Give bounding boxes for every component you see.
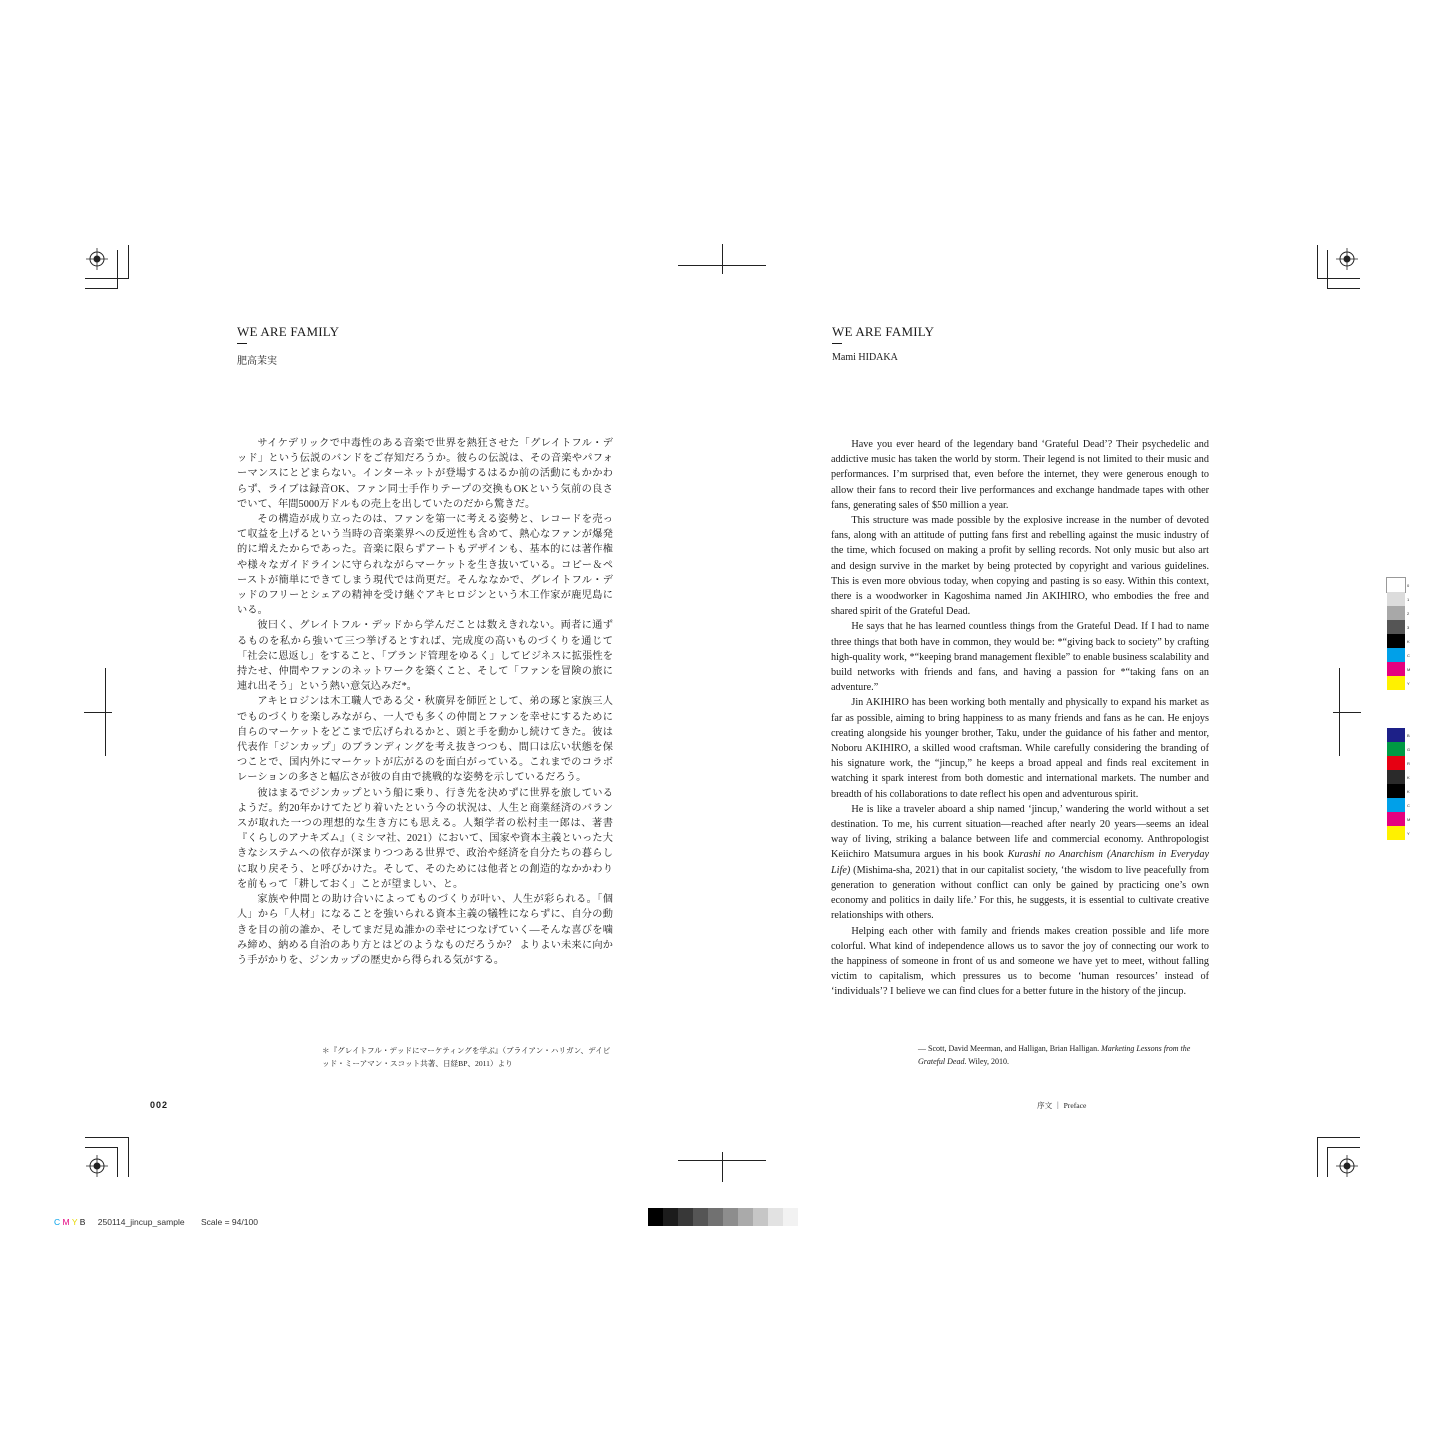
color-swatch <box>1387 592 1405 606</box>
footnote-publisher: Wiley, 2010. <box>966 1057 1009 1066</box>
running-head: 序文 ｜ Preface <box>1037 1101 1087 1110</box>
right-paragraph <box>831 802 1209 924</box>
color-swatch <box>1387 676 1405 690</box>
left-paragraph: 彼曰く、グレイトフル・デッドから学んだことは数えきれない。両者に通ずるものを私から強いて三つ挙げるとすれば、完成度の高いものづくりを通じて「社会に恩返し」をすること、「ブランド管理をゆるく」してビジネスに拡張性を持たせ、仲間やファンのネットワークを築くこと、そして「ファンを冒険の旅に連れ出そう」という熱い意気込みだ*。 <box>237 620 613 693</box>
right-paragraph: He says that he has learned countless things from the Grateful Dead. If I had to name three things that both have in common, they would be: *“giving back to society” by crafting high-quality work, *“keeping brand management flexible” to enable business scalability and build networks with friends and fans, and having a passion for *“taking fans on an adventure.” <box>831 621 1209 694</box>
registration-target-icon <box>1336 1155 1358 1177</box>
gray-ramp-step <box>753 1208 768 1226</box>
right-title-rule <box>832 343 842 344</box>
color-patch <box>1387 606 1413 620</box>
color-patch-label: B <box>1407 732 1410 738</box>
cmyk-letter-y: Y <box>71 1217 78 1227</box>
cmyk-letter-m: M <box>62 1217 70 1227</box>
color-patch <box>1387 620 1413 634</box>
color-patch <box>1387 812 1413 826</box>
left-paragraph: 家族や仲間との助け合いによってものづくりが叶い、人生が彩られる。「個人」から「人材」になることを強いられる資本主義の犠牲にならずに、自分の動きを目の前の誰か、そしてまだ見ぬ誰かの幸せにつなげていく—そんな喜びを噛み締め、納める自治のあり方とはどのようなものだろうか？ よりよい未来に向かう手がかりを、ジンカップの歴史から得られる気がする。 <box>237 894 613 966</box>
color-swatch <box>1387 648 1405 662</box>
color-patch <box>1387 798 1413 812</box>
scale-label: Scale = 94/100 <box>200 1217 258 1227</box>
gray-ramp-step <box>678 1208 693 1226</box>
right-body-text <box>831 437 1209 1000</box>
left-paragraph: アキヒロジンは木工職人である父・秋廣昇を師匠として、弟の琢と家族三人でものづくりを楽しみながら、一人でも多くの仲間とファンを幸せにするために自らのマーケットをどこまで広げられるかと、頭と手を動かし続けてきた。彼は代表作「ジンカップ」のブランディングを考え抜きつつも、間口は広い状態を保つことで、国内外にマーケットが広がるのを面白がっている。これまでのコラボレーションの多さと幅広さが彼の自由で挑戦的な姿勢を示しているだろう。 <box>237 696 613 784</box>
footnote-title: Marketing Lessons from the Grateful Dead. <box>918 1044 1191 1066</box>
color-patch-label: 0 <box>1407 582 1410 588</box>
color-patch-label: M <box>1407 666 1411 672</box>
color-patch-label: K <box>1407 638 1410 644</box>
gray-ramp-step <box>768 1208 783 1226</box>
gray-ramp-step <box>708 1208 723 1226</box>
gray-ramp-step <box>723 1208 738 1226</box>
left-page-title: WE ARE FAMILY <box>237 324 340 339</box>
right-page-title: WE ARE FAMILY <box>832 324 935 339</box>
color-patch <box>1387 784 1413 798</box>
color-bar-top <box>1387 578 1413 690</box>
color-patch-label: 2 <box>1407 610 1410 616</box>
right-paragraph-part: He is like a traveler aboard a ship named ‘jincup,’ wandering the world without a set destination. To me, his current situation—reached after nearly 20 years—seems an ideal way of living, striking a balance between life and commercial economy. Anthropologist Keiichiro Matsumura argues in his book <box>831 803 1209 861</box>
color-patch <box>1387 634 1413 648</box>
gray-ramp-step <box>783 1208 798 1226</box>
color-patch <box>1387 742 1413 756</box>
color-swatch <box>1387 620 1405 634</box>
cmyk-letter-b: B <box>79 1217 86 1227</box>
gray-ramp-step <box>693 1208 708 1226</box>
gray-ramp-step <box>648 1208 663 1226</box>
cmyk-letter-c: C <box>54 1217 61 1227</box>
color-patch-label: Y <box>1407 680 1410 686</box>
right-paragraph: Helping each other with family and friends makes creation possible and life more colorful. What kind of independence allows us to savor the joy of connecting our work to the happiness of someone in front of us and someone we have yet to meet, without falling victim to capitalism, which pressures us to become ‘human resources’ instead of ‘individuals’? I believe we can find clues for a better future in the history of the jincup. <box>831 925 1209 998</box>
left-title-rule <box>237 343 247 344</box>
slug-line <box>54 1217 258 1227</box>
left-paragraph: サイケデリックで中毒性のある音楽で世界を熱狂させた「グレイトフル・デッド」という伝説のバンドをご存知だろうか。彼らの伝説は、その音楽やパフォーマンスにとどまらない。インターネットが登場するはるか前の活動にもかかわらず、ライブは録音OK、ファン同士手作りテープの交換もOKという気前の良さでいて、年間5000万ドルもの売上を出していたのだから驚きだ。 <box>237 438 613 510</box>
color-swatch <box>1387 578 1405 592</box>
left-paragraph: その構造が成り立ったのは、ファンを第一に考える姿勢と、レコードを売って収益を上げるという当時の音楽業界への反逆性も含めて、熱心なファンが爆発的に増えたからであった。音楽に限らずアートもデザインも、基本的には著作権や様々なガイドラインに守られながらマーケットを生き抜いている。コピー＆ペーストが簡単にできてしまう現代では尚更だ。そんななかで、グレイトフル・デッドのフリーとシェアの精神を受け継ぐアキヒロジンという木工作家が鹿児島にいる。 <box>237 514 613 617</box>
color-swatch <box>1387 826 1405 840</box>
color-swatch <box>1387 606 1405 620</box>
right-paragraph: Jin AKIHIRO has been working both mentally and physically to expand his market as far as possible, aiming to bring happiness to as many friends and fans as he can. He enjoys creating alongside his younger brother, Taku, under the guidance of his father and mentor, Noboru AKIHIRO, a skilled wood craftsman. While carefully considering the branding of his signature work, the “jincup,” he keeps a broad appeal and finds real excitement in watching it spark interest from both domestic and international markets. The number and breadth of his collaborations to date reflect his open and adventurous spirit. <box>831 697 1209 800</box>
color-patch-label: 1 <box>1407 596 1410 602</box>
color-patch-label: K <box>1407 788 1410 794</box>
registration-target-icon <box>86 248 108 270</box>
right-page-author: Mami HIDAKA <box>832 352 898 363</box>
color-patch-label: K <box>1407 774 1410 780</box>
color-patch-label: C <box>1407 652 1410 658</box>
right-footnote <box>918 1042 1212 1068</box>
gray-ramp <box>648 1208 798 1226</box>
color-patch <box>1387 648 1413 662</box>
color-swatch <box>1387 742 1405 756</box>
registration-target-icon <box>1336 248 1358 270</box>
color-swatch <box>1387 756 1405 770</box>
color-bar-bottom <box>1387 728 1413 840</box>
color-patch <box>1387 676 1413 690</box>
left-paragraph: 彼はまるでジンカップという船に乗り、行き先を決めずに世界を旅しているようだ。約20年かけてたどり着いたという今の状況は、人生と商業経済のバランスが取れた一つの理想的な生き方にも思える。人類学者の松村圭一郎は、著書『くらしのアナキズム』（ミシマ社、2021）において、国家や資本主義といった大きなシステムへの依存が深まりつつある世界で、政治や経済を自分たちの暮らしに取り戻そう、と呼びかけた。そして、そのためには他者との創造的なかかわりを前もって「耕しておく」ことが望ましい、と。 <box>237 787 613 890</box>
left-footnote: ＊『グレイトフル・デッドにマーケティングを学ぶ』（ブライアン・ハリガン、デイビッド・ミーアマン・スコット共著、日経BP、2011）より <box>322 1046 611 1068</box>
right-paragraph: This structure was made possible by the explosive increase in the number of devoted fans, along with an attitude of putting fans first and rebelling against the music industry of the time, which focused on making a profit by selling records. Not only music but also art and design survive in the market by being protected by copyright and various guidelines. This is even more obvious today, when copying and pasting is so easy. Within this context, there is a woodworker in Kagoshima named Jin AKIHIRO, who embodies the free and shared spirit of the Grateful Dead. <box>831 515 1209 618</box>
color-patch-label: R <box>1407 760 1410 766</box>
color-patch <box>1387 826 1413 840</box>
left-body-text <box>237 436 613 968</box>
color-swatch <box>1387 770 1405 784</box>
color-patch <box>1387 728 1413 742</box>
color-patch <box>1387 578 1413 592</box>
registration-target-icon <box>86 1155 108 1177</box>
right-paragraph-part: (Mishima-sha, 2021) that in our capitalist society, ‘the wisdom to live peacefully from generation to generation without conflict can only be gained by practicing one’s own economy and politics in daily life.’ For this, he suggests, it is essential to cultivate creative relationships with others. <box>831 864 1209 922</box>
color-patch-label: G <box>1407 746 1411 752</box>
color-patch-label: 3 <box>1407 624 1410 630</box>
right-paragraph: Have you ever heard of the legendary band ‘Grateful Dead’? Their psychedelic and addictive music has taken the world by storm. Their legend is not limited to their music and performances. I’m surprised that, even before the internet, they were generous enough to allow their fans to record their live performances and exchange handmade tapes with other fans, generating sales of $50 million a year. <box>831 439 1209 511</box>
color-patch-label: C <box>1407 802 1410 808</box>
color-patch-label: Y <box>1407 830 1410 836</box>
file-name: 250114_jincup_sample <box>97 1217 185 1227</box>
color-patch <box>1387 770 1413 784</box>
color-patch <box>1387 592 1413 606</box>
color-swatch <box>1387 798 1405 812</box>
color-swatch <box>1387 662 1405 676</box>
page-number: 002 <box>150 1100 169 1110</box>
color-patch <box>1387 756 1413 770</box>
color-patch <box>1387 662 1413 676</box>
color-swatch <box>1387 784 1405 798</box>
book-title: Kurashi no Anarchism (Anarchism in Everyday Life) <box>831 849 1209 876</box>
color-swatch <box>1387 728 1405 742</box>
footnote-authors: — Scott, David Meerman, and Halligan, Brian Halligan. <box>918 1044 1102 1053</box>
gray-ramp-step <box>663 1208 678 1226</box>
color-patch-label: M <box>1407 816 1411 822</box>
color-swatch <box>1387 812 1405 826</box>
left-page-author: 肥高茉実 <box>237 356 277 367</box>
color-swatch <box>1387 634 1405 648</box>
gray-ramp-step <box>738 1208 753 1226</box>
